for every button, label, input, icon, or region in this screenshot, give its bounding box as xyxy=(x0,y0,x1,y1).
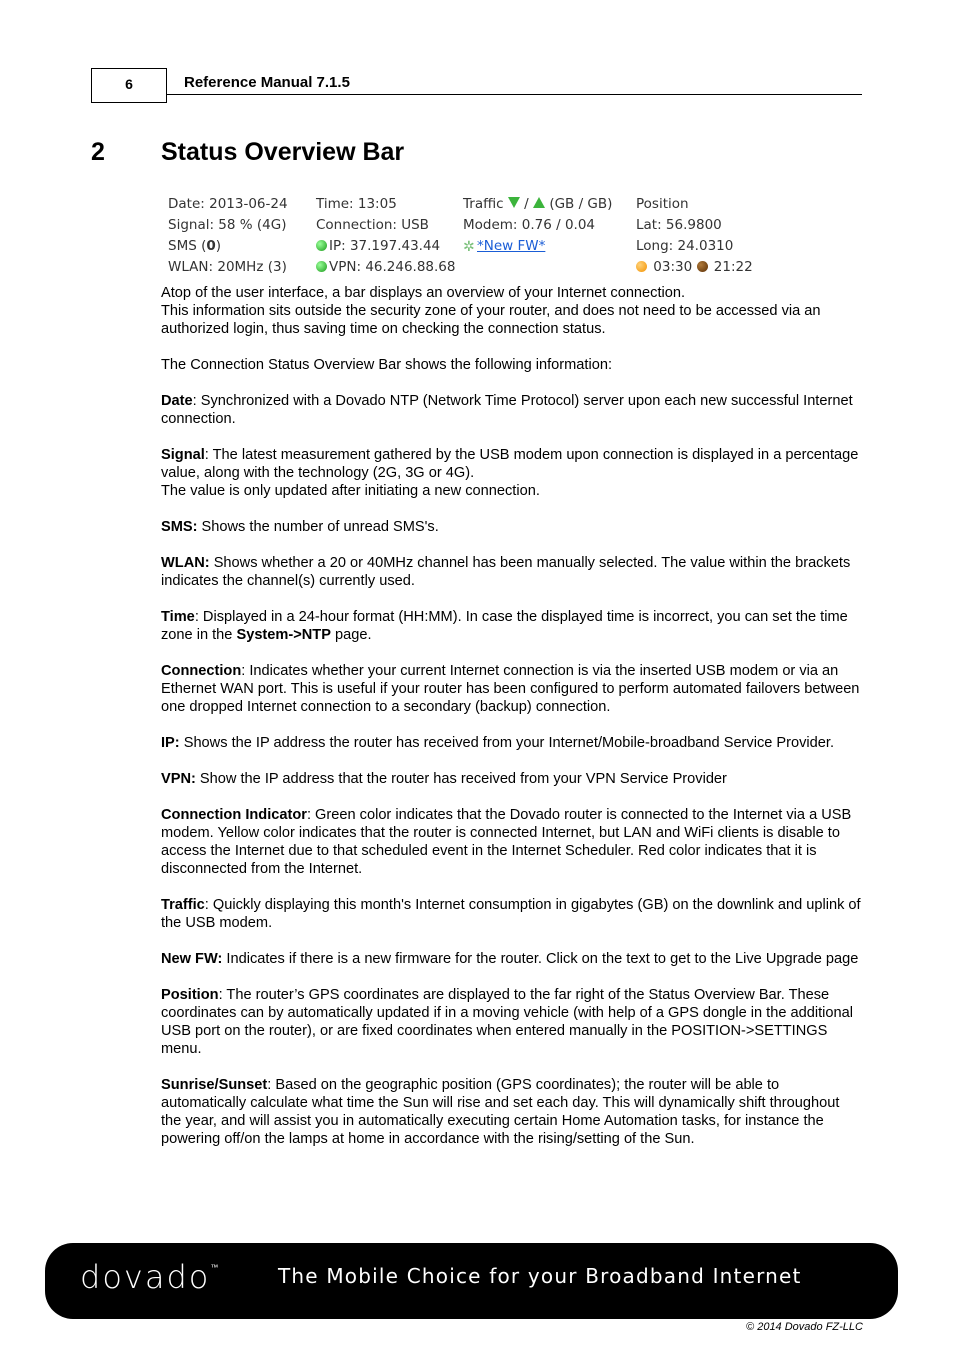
status-time: Time: 13:05 xyxy=(316,196,397,212)
sunset-icon xyxy=(697,261,708,272)
status-modem: Modem: 0.76 / 0.04 xyxy=(463,217,596,233)
item-sunrise-sunset: Sunrise/Sunset: Based on the geographic position (GPS coordinates); the router will be able to automatically calculate what time the Sun will rise and set each day. This will dynamically shift throughout the year, and will assist you in automatically executing certain Home Automation tasks, for instance the powering off/on the lamps at home in accordance with the rising/setting of the Sun. xyxy=(161,1077,840,1147)
dovado-logo: dovado™ xyxy=(80,1258,221,1296)
status-col-2 xyxy=(316,194,456,278)
status-signal: Signal: 58 % (4G) xyxy=(168,217,287,233)
section-title: Status Overview Bar xyxy=(161,138,405,166)
status-wlan: WLAN: 20MHz (3) xyxy=(168,259,287,275)
vpn-indicator-icon xyxy=(316,261,327,272)
item-ip: IP: Shows the IP address the router has received from your Internet/Mobile-broadband Service Provider. xyxy=(161,735,835,751)
copyright: © 2014 Dovado FZ-LLC xyxy=(746,1321,863,1333)
item-new-fw: New FW: Indicates if there is a new firmware for the router. Click on the text to get to the Live Upgrade page xyxy=(161,951,859,967)
status-col-3 xyxy=(463,194,612,257)
new-fw-link[interactable]: *New FW* xyxy=(477,238,546,254)
status-date: Date: 2013-06-24 xyxy=(168,196,288,212)
status-position: Position xyxy=(636,196,689,212)
item-date: Date: Synchronized with a Dovado NTP (Network Time Protocol) server upon each new successful Internet connection. xyxy=(161,393,853,427)
status-lat: Lat: 56.9800 xyxy=(636,217,722,233)
item-traffic: Traffic: Quickly displaying this month's Internet consumption in gigabytes (GB) on the downlink and uplink of the USB modem. xyxy=(161,897,861,931)
item-time: Time: Displayed in a 24-hour format (HH:MM). In case the displayed time is incorrect, you can set the time zone in the System->NTP page. xyxy=(161,609,848,643)
section-number: 2 xyxy=(91,138,105,166)
status-traffic: Traffic / (GB / GB) xyxy=(463,196,613,212)
download-arrow-icon xyxy=(508,197,520,208)
upload-arrow-icon xyxy=(533,197,545,208)
intro-paragraph-2: The Connection Status Overview Bar shows the following information: xyxy=(161,357,613,373)
sms-count: 0 xyxy=(206,238,216,254)
gear-icon: ✲ xyxy=(463,239,475,255)
page-number: 6 xyxy=(91,68,167,103)
item-connection-indicator: Connection Indicator: Green color indicates that the Dovado router is connected to the Internet via a USB modem. Yellow color indicates that the router is connected Internet, but LAN and WiFi clients is disable to access the Internet due to that scheduled event in the Internet Scheduler. Red color indicates that it is disconnected from the Internet. xyxy=(161,807,852,877)
intro-paragraph: Atop of the user interface, a bar displays an overview of your Internet connection. This information sits outside the security zone of your router, and does not need to be accessed via an authorized login, thus saving time on checking the connection status. xyxy=(161,285,821,337)
status-connection: Connection: USB xyxy=(316,217,429,233)
item-signal: Signal: The latest measurement gathered by the USB modem upon connection is displayed in a percentage value, along with the technology (2G, 3G or 4G). The value is only updated after initiating a new connection. xyxy=(161,447,859,499)
status-col-4 xyxy=(636,194,753,278)
connected-indicator-icon xyxy=(316,240,327,251)
status-long: Long: 24.0310 xyxy=(636,238,734,254)
status-ip: IP: 37.197.43.44 xyxy=(316,236,456,257)
status-sun: 03:30 21:22 xyxy=(636,257,753,278)
item-vpn: VPN: Show the IP address that the router has received from your VPN Service Provider xyxy=(161,771,727,787)
sunrise-icon xyxy=(636,261,647,272)
manual-title: Reference Manual 7.1.5 xyxy=(184,74,350,91)
status-sms: SMS (0) xyxy=(168,238,222,254)
item-wlan: WLAN: Shows whether a 20 or 40MHz channel has been manually selected. The value within the brackets indicates the channel(s) currently used. xyxy=(161,555,851,589)
status-overview-bar-image xyxy=(168,194,768,276)
item-connection: Connection: Indicates whether your current Internet connection is via the inserted USB modem or via an Ethernet WAN port. This is useful if your router has been configured to perform automated failovers between one dropped Internet connection to a secondary (backup) connection. xyxy=(161,663,860,715)
header-divider xyxy=(167,94,862,95)
status-new-fw[interactable] xyxy=(463,236,612,257)
status-col-1 xyxy=(168,194,288,278)
item-sms: SMS: Shows the number of unread SMS's. xyxy=(161,519,439,535)
body-text xyxy=(161,284,863,1166)
status-vpn: VPN: 46.246.88.68 xyxy=(316,257,456,278)
footer-tagline: The Mobile Choice for your Broadband Internet xyxy=(278,1264,802,1288)
item-position: Position: The router’s GPS coordinates are displayed to the far right of the Status Overview Bar. These coordinates can by automatically updated if in a moving vehicle (with help of a GPS dongle in the additional USB port on the router), or are fixed coordinates when entered manually in the POSITION->SETTINGS menu. xyxy=(161,987,853,1057)
section-heading xyxy=(91,138,404,167)
